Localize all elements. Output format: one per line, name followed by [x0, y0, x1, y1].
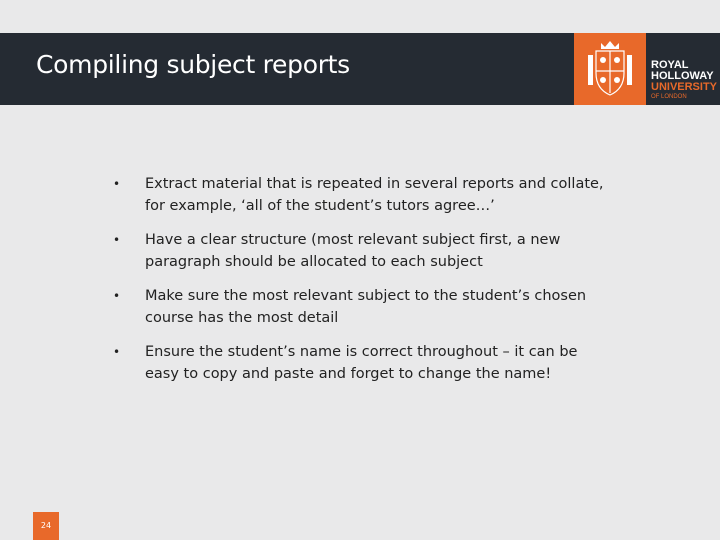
bullet-marker: •: [113, 289, 121, 303]
bullet-item: [113, 286, 613, 329]
crest-logo: [574, 33, 646, 105]
university-wordmark: [651, 60, 717, 101]
bullet-text: Make sure the most relevant subject to the student’s chosen course has the most detail: [145, 288, 587, 326]
wordmark-line-2: HOLLOWAY: [651, 70, 714, 82]
page-number: 24: [33, 512, 59, 540]
bullet-item: [113, 342, 613, 385]
bullet-marker: •: [113, 345, 121, 359]
bullet-marker: •: [113, 177, 121, 191]
bullet-marker: •: [113, 233, 121, 247]
bullet-item: [113, 174, 613, 217]
wordmark-line-3: UNIVERSITY: [651, 81, 718, 93]
wordmark-line-1: ROYAL: [651, 59, 689, 71]
bullet-text: Ensure the student’s name is correct throughout – it can be easy to copy and paste and forget to change the name!: [145, 344, 578, 382]
bullet-text: Have a clear structure (most relevant subject first, a new paragraph should be allocated to each subject: [145, 232, 561, 270]
crest-icon: [574, 33, 646, 105]
bullet-item: [113, 230, 613, 273]
slide-title: Compiling subject reports: [36, 50, 350, 79]
wordmark-line-4: OF LONDON: [651, 94, 687, 100]
bullet-list: [113, 174, 613, 398]
bullet-text: Extract material that is repeated in several reports and collate, for example, ‘all of the student’s tutors agree…’: [145, 176, 604, 214]
